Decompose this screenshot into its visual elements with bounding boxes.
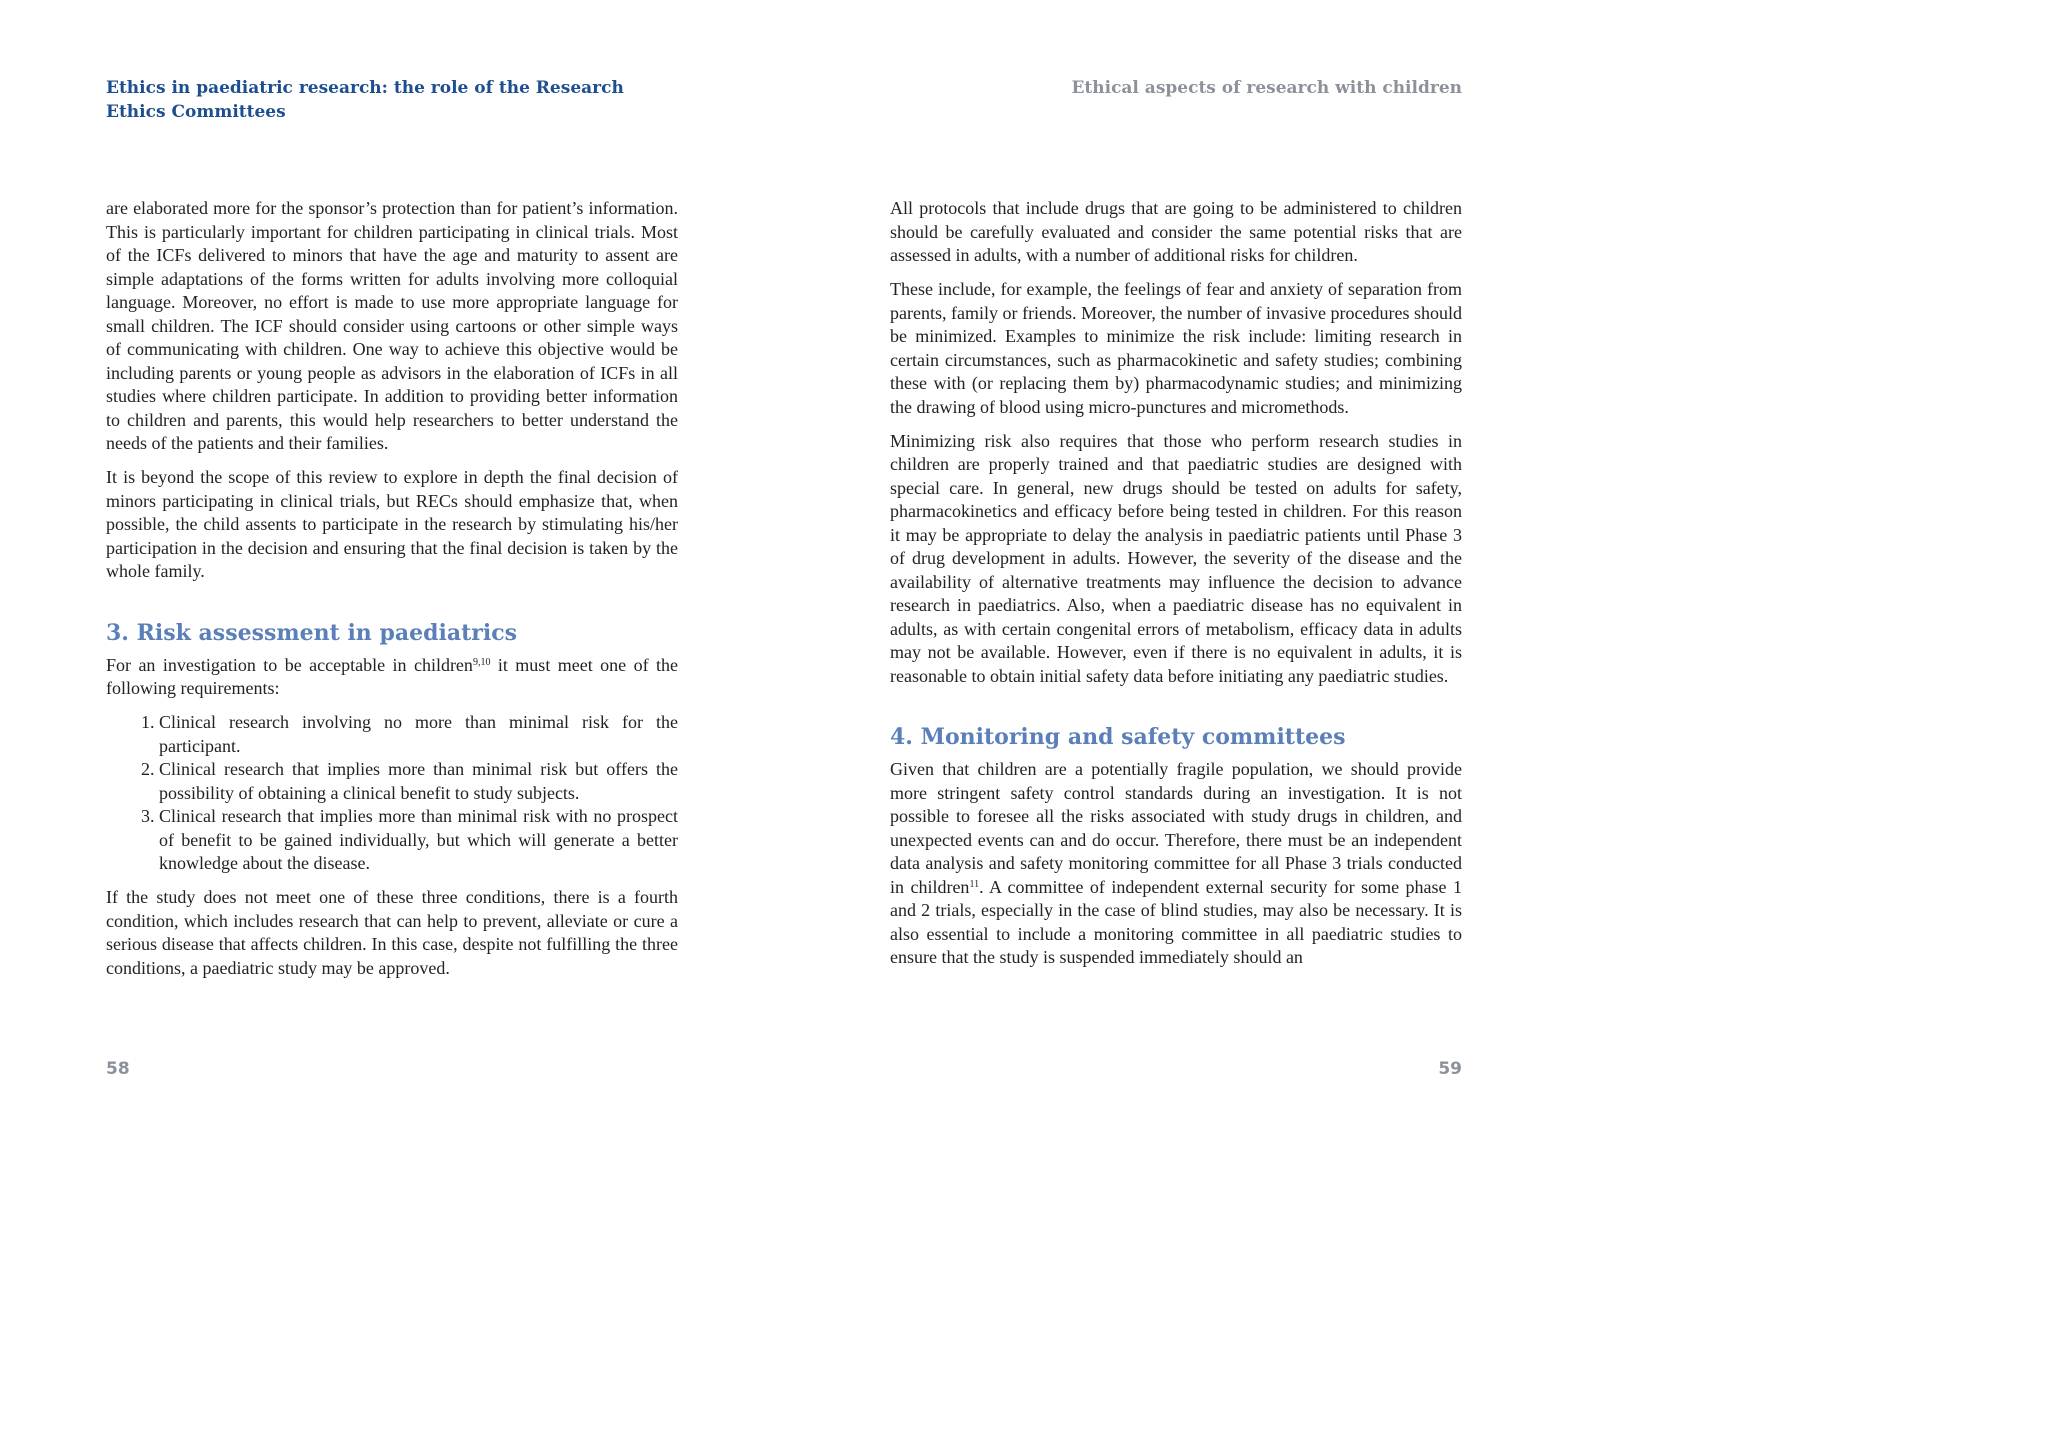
body-paragraph: These include, for example, the feelings of fear and anxiety of separation from parents, family or friends. Moreover, the number of invasive procedures should be minimized. Examples to minimize the risk include: limiting research in certain circumstances, such as pharmacokinetic and safety studies; combining these with (or replacing them by) pharmacodynamic studies; and minimizing the drawing of blood using micro-punctures and micromethods. [890, 279, 1462, 417]
running-head-right: Ethical aspects of research with children [1071, 78, 1462, 98]
requirement-item: 1. Clinical research involving no more than minimal risk for the participant. [159, 711, 678, 758]
requirements-list [106, 711, 678, 876]
right-page [784, 0, 1568, 1112]
body-paragraph: All protocols that include drugs that are going to be administered to children should be carefully evaluated and consider the same potential risks that are assessed in adults, with a number of additional risks for children. [890, 198, 1462, 265]
left-page [0, 0, 784, 1112]
intro-text: For an investigation to be acceptable in children [106, 654, 473, 675]
section4-text: . A committee of independent external security for some phase 1 and 2 trials, especially in the case of blind studies, may also be necessary. It is also essential to include a monitoring committee in all paediatric studies to ensure that the study is suspended immediately should an [890, 876, 1462, 967]
body-paragraph: If the study does not meet one of these three conditions, there is a fourth condition, which includes research that can help to prevent, alleviate or cure a serious disease that affects children. In this case, despite not fulfilling the three conditions, a paediatric study may be approved. [106, 887, 678, 978]
requirement-item: 3. Clinical research that implies more than minimal risk with no prospect of benefit to be gained individually, but which will generate a better knowledge about the disease. [159, 805, 678, 876]
body-paragraph: It is beyond the scope of this review to explore in depth the final decision of minors participating in clinical trials, but RECs should emphasize that, when possible, the child assents to participate in the research by stimulating his/her participation in the decision and ensuring that the final decision is taken by the whole family. [106, 467, 678, 581]
section-heading-monitoring: 4. Monitoring and safety committees [890, 724, 1346, 750]
citation-superscript: 9,10 [472, 656, 491, 668]
section3-intro [106, 654, 678, 701]
left-page-body [106, 197, 678, 991]
section4-paragraph [890, 758, 1462, 970]
requirement-item: 2. Clinical research that implies more than minimal risk but offers the possibility of obtaining a clinical benefit to study subjects. [159, 758, 678, 805]
page-number-left: 58 [106, 1059, 130, 1079]
page-number-right: 59 [1438, 1059, 1462, 1079]
citation-superscript: 11 [969, 878, 980, 890]
running-head-left: Ethics in paediatric research: the role of the Research Ethics Committees [106, 78, 624, 122]
section-heading-risk-assessment: 3. Risk assessment in paediatrics [106, 619, 517, 646]
body-paragraph: Minimizing risk also requires that those who perform research studies in children are properly trained and that paediatric studies are designed with special care. In general, new drugs should be tested on adults for safety, pharmacokinetics and efficacy before being tested in children. For this reason it may be appropriate to delay the analysis in paediatric patients until Phase 3 of drug development in adults. However, the severity of the disease and the availability of alternative treatments may influence the decision to advance research in paediatrics. Also, when a paediatric disease has no equivalent in adults, as with certain congenital errors of metabolism, efficacy data in adults may not be available. However, even if there is no equivalent in adults, it is reasonable to obtain initial safety data before initiating any paediatric studies. [890, 430, 1462, 686]
intro-text: it must meet one of the following requirements: [106, 654, 679, 698]
body-paragraph: are elaborated more for the sponsor’s protection than for patient’s information. This is particularly important for children participating in clinical trials. Most of the ICFs delivered to minors that have the age and maturity to assent are simple adaptations of the forms written for adults involving more colloquial language. Moreover, no effort is made to use more appropriate language for small children. The ICF should consider using cartoons or other simple ways of communicating with children. One way to achieve this objective would be including parents or young people as advisors in the elaboration of ICFs in all studies where children participate. In addition to providing better information to children and parents, this would help researchers to better understand the needs of the patients and their families. [106, 198, 678, 453]
right-page-body [890, 197, 1462, 980]
section4-text: Given that children are a potentially fragile population, we should provide more stringent safety control standards during an investigation. It is not possible to foresee all the risks associated with study drugs in children, and unexpected events can and do occur. Therefore, there must be an independent data analysis and safety monitoring committee for all Phase 3 trials conducted in children [890, 759, 1462, 897]
